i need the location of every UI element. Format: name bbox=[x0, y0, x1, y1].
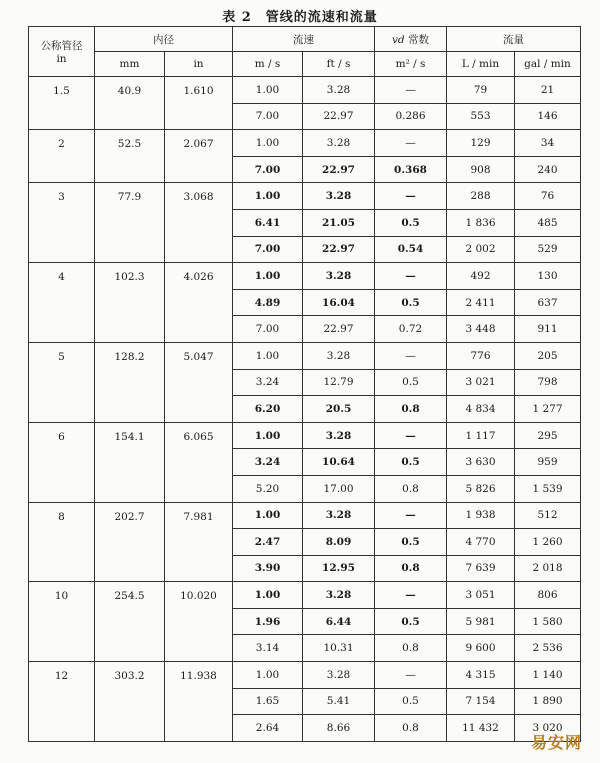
flow-lmin-cell: 4 770 bbox=[447, 529, 515, 556]
flow-lmin-cell: 5 826 bbox=[447, 475, 515, 502]
vd-constant-cell: — bbox=[375, 183, 447, 210]
vd-constant-cell: 0.5 bbox=[375, 688, 447, 715]
velocity-fts-cell: 22.97 bbox=[303, 316, 375, 343]
nominal-size-cell: 2 bbox=[29, 130, 95, 183]
flow-lmin-cell: 7 154 bbox=[447, 688, 515, 715]
velocity-fts-cell: 8.09 bbox=[303, 529, 375, 556]
vd-constant-cell: — bbox=[375, 263, 447, 290]
flow-galmin-cell: 240 bbox=[515, 156, 581, 183]
flow-lmin-cell: 79 bbox=[447, 77, 515, 104]
inner-mm-cell: 202.7 bbox=[95, 502, 165, 582]
inner-in-cell: 5.047 bbox=[165, 342, 233, 422]
flow-galmin-cell: 1 580 bbox=[515, 608, 581, 635]
velocity-fts-cell: 3.28 bbox=[303, 422, 375, 449]
table-row bbox=[29, 342, 581, 369]
flow-lmin-cell: 4 834 bbox=[447, 396, 515, 423]
velocity-ms-cell: 1.00 bbox=[233, 662, 303, 689]
flow-lmin-cell: 3 630 bbox=[447, 449, 515, 476]
vd-constant-cell: 0.5 bbox=[375, 209, 447, 236]
velocity-fts-cell: 3.28 bbox=[303, 502, 375, 529]
vd-constant-cell: — bbox=[375, 422, 447, 449]
velocity-fts-cell: 3.28 bbox=[303, 662, 375, 689]
velocity-ms-cell: 7.00 bbox=[233, 156, 303, 183]
flow-galmin-cell: 1 890 bbox=[515, 688, 581, 715]
table-body bbox=[29, 77, 581, 742]
header-inner-diameter: 内径 bbox=[95, 27, 233, 52]
velocity-fts-cell: 21.05 bbox=[303, 209, 375, 236]
velocity-fts-cell: 17.00 bbox=[303, 475, 375, 502]
flow-galmin-cell: 146 bbox=[515, 103, 581, 130]
nominal-size-cell: 10 bbox=[29, 582, 95, 662]
velocity-ms-cell: 1.00 bbox=[233, 582, 303, 609]
velocity-ms-cell: 3.24 bbox=[233, 369, 303, 396]
flow-galmin-cell: 205 bbox=[515, 342, 581, 369]
flow-galmin-cell: 130 bbox=[515, 263, 581, 290]
velocity-ms-cell: 3.90 bbox=[233, 555, 303, 582]
table-row bbox=[29, 422, 581, 449]
velocity-fts-cell: 3.28 bbox=[303, 342, 375, 369]
flow-galmin-cell: 21 bbox=[515, 77, 581, 104]
header-vd-unit: m² / s bbox=[375, 52, 447, 77]
header-vel-ms: m / s bbox=[233, 52, 303, 77]
velocity-ms-cell: 6.41 bbox=[233, 209, 303, 236]
flow-galmin-cell: 3 020 bbox=[515, 715, 581, 742]
vd-constant-cell: 0.8 bbox=[375, 715, 447, 742]
velocity-ms-cell: 1.96 bbox=[233, 608, 303, 635]
vd-constant-cell: 0.5 bbox=[375, 369, 447, 396]
flow-galmin-cell: 1 260 bbox=[515, 529, 581, 556]
flow-lmin-cell: 492 bbox=[447, 263, 515, 290]
flow-galmin-cell: 911 bbox=[515, 316, 581, 343]
header-vd-constant bbox=[375, 27, 447, 52]
vd-constant-cell: — bbox=[375, 77, 447, 104]
velocity-ms-cell: 5.20 bbox=[233, 475, 303, 502]
pipe-flow-table bbox=[28, 26, 581, 742]
velocity-fts-cell: 3.28 bbox=[303, 263, 375, 290]
flow-galmin-cell: 1 277 bbox=[515, 396, 581, 423]
vd-constant-cell: 0.72 bbox=[375, 316, 447, 343]
flow-lmin-cell: 1 836 bbox=[447, 209, 515, 236]
velocity-ms-cell: 2.64 bbox=[233, 715, 303, 742]
header-nominal-label: 公称管径 bbox=[40, 40, 83, 52]
velocity-ms-cell: 1.00 bbox=[233, 77, 303, 104]
flow-galmin-cell: 798 bbox=[515, 369, 581, 396]
nominal-size-cell: 6 bbox=[29, 422, 95, 502]
table-header bbox=[29, 27, 581, 77]
flow-lmin-cell: 908 bbox=[447, 156, 515, 183]
flow-lmin-cell: 553 bbox=[447, 103, 515, 130]
inner-in-cell: 10.020 bbox=[165, 582, 233, 662]
table-row bbox=[29, 77, 581, 104]
flow-lmin-cell: 9 600 bbox=[447, 635, 515, 662]
table-row bbox=[29, 130, 581, 157]
watermark-logo: 易安网 bbox=[530, 733, 582, 752]
header-velocity: 流速 bbox=[233, 27, 375, 52]
header-nominal-size bbox=[29, 27, 95, 77]
vd-constant-cell: 0.368 bbox=[375, 156, 447, 183]
inner-mm-cell: 40.9 bbox=[95, 77, 165, 130]
vd-constant-cell: — bbox=[375, 342, 447, 369]
flow-galmin-cell: 2 018 bbox=[515, 555, 581, 582]
flow-lmin-cell: 1 117 bbox=[447, 422, 515, 449]
nominal-size-cell: 1.5 bbox=[29, 77, 95, 130]
vd-constant-cell: — bbox=[375, 502, 447, 529]
flow-lmin-cell: 2 002 bbox=[447, 236, 515, 263]
velocity-fts-cell: 22.97 bbox=[303, 103, 375, 130]
velocity-ms-cell: 1.00 bbox=[233, 130, 303, 157]
flow-galmin-cell: 295 bbox=[515, 422, 581, 449]
velocity-ms-cell: 4.89 bbox=[233, 289, 303, 316]
velocity-fts-cell: 12.95 bbox=[303, 555, 375, 582]
velocity-ms-cell: 1.00 bbox=[233, 502, 303, 529]
velocity-ms-cell: 1.00 bbox=[233, 422, 303, 449]
vd-constant-cell: 0.5 bbox=[375, 289, 447, 316]
inner-in-cell: 4.026 bbox=[165, 263, 233, 343]
velocity-fts-cell: 10.64 bbox=[303, 449, 375, 476]
velocity-fts-cell: 5.41 bbox=[303, 688, 375, 715]
flow-lmin-cell: 11 432 bbox=[447, 715, 515, 742]
nominal-size-cell: 12 bbox=[29, 662, 95, 742]
velocity-fts-cell: 3.28 bbox=[303, 77, 375, 104]
velocity-ms-cell: 1.00 bbox=[233, 342, 303, 369]
inner-mm-cell: 254.5 bbox=[95, 582, 165, 662]
velocity-ms-cell: 1.00 bbox=[233, 183, 303, 210]
inner-mm-cell: 128.2 bbox=[95, 342, 165, 422]
velocity-fts-cell: 3.28 bbox=[303, 183, 375, 210]
flow-galmin-cell: 34 bbox=[515, 130, 581, 157]
velocity-ms-cell: 1.65 bbox=[233, 688, 303, 715]
velocity-ms-cell: 3.24 bbox=[233, 449, 303, 476]
inner-in-cell: 7.981 bbox=[165, 502, 233, 582]
nominal-size-cell: 5 bbox=[29, 342, 95, 422]
velocity-fts-cell: 6.44 bbox=[303, 608, 375, 635]
velocity-fts-cell: 22.97 bbox=[303, 156, 375, 183]
inner-mm-cell: 154.1 bbox=[95, 422, 165, 502]
flow-galmin-cell: 76 bbox=[515, 183, 581, 210]
nominal-size-cell: 4 bbox=[29, 263, 95, 343]
flow-lmin-cell: 5 981 bbox=[447, 608, 515, 635]
velocity-fts-cell: 10.31 bbox=[303, 635, 375, 662]
flow-lmin-cell: 776 bbox=[447, 342, 515, 369]
velocity-ms-cell: 1.00 bbox=[233, 263, 303, 290]
vd-constant-cell: 0.8 bbox=[375, 475, 447, 502]
velocity-fts-cell: 3.28 bbox=[303, 130, 375, 157]
inner-in-cell: 6.065 bbox=[165, 422, 233, 502]
vd-constant-cell: 0.8 bbox=[375, 396, 447, 423]
flow-lmin-cell: 4 315 bbox=[447, 662, 515, 689]
velocity-ms-cell: 2.47 bbox=[233, 529, 303, 556]
nominal-size-cell: 3 bbox=[29, 183, 95, 263]
vd-constant-cell: — bbox=[375, 662, 447, 689]
vd-constant-cell: 0.8 bbox=[375, 555, 447, 582]
flow-lmin-cell: 3 021 bbox=[447, 369, 515, 396]
vd-constant-cell: 0.286 bbox=[375, 103, 447, 130]
table-title: 表 2 管线的流速和流量 bbox=[222, 10, 378, 25]
flow-galmin-cell: 1 140 bbox=[515, 662, 581, 689]
header-nominal-unit: in bbox=[56, 53, 67, 65]
velocity-fts-cell: 3.28 bbox=[303, 582, 375, 609]
header-inner-mm: mm bbox=[95, 52, 165, 77]
vd-constant-cell: — bbox=[375, 582, 447, 609]
flow-lmin-cell: 1 938 bbox=[447, 502, 515, 529]
inner-in-cell: 2.067 bbox=[165, 130, 233, 183]
velocity-ms-cell: 3.14 bbox=[233, 635, 303, 662]
flow-galmin-cell: 485 bbox=[515, 209, 581, 236]
flow-lmin-cell: 3 448 bbox=[447, 316, 515, 343]
table-row bbox=[29, 183, 581, 210]
flow-galmin-cell: 806 bbox=[515, 582, 581, 609]
vd-constant-cell: 0.5 bbox=[375, 608, 447, 635]
flow-galmin-cell: 1 539 bbox=[515, 475, 581, 502]
velocity-fts-cell: 16.04 bbox=[303, 289, 375, 316]
inner-mm-cell: 77.9 bbox=[95, 183, 165, 263]
velocity-ms-cell: 7.00 bbox=[233, 236, 303, 263]
vd-constant-cell: 0.5 bbox=[375, 529, 447, 556]
velocity-ms-cell: 7.00 bbox=[233, 103, 303, 130]
vd-constant-cell: 0.5 bbox=[375, 449, 447, 476]
flow-galmin-cell: 637 bbox=[515, 289, 581, 316]
header-flow-galmin: gal / min bbox=[515, 52, 581, 77]
velocity-fts-cell: 20.5 bbox=[303, 396, 375, 423]
header-vd-label: 常数 bbox=[404, 33, 429, 46]
flow-lmin-cell: 288 bbox=[447, 183, 515, 210]
flow-lmin-cell: 3 051 bbox=[447, 582, 515, 609]
table-row bbox=[29, 263, 581, 290]
inner-mm-cell: 102.3 bbox=[95, 263, 165, 343]
vd-constant-cell: — bbox=[375, 130, 447, 157]
inner-in-cell: 11.938 bbox=[165, 662, 233, 742]
flow-galmin-cell: 959 bbox=[515, 449, 581, 476]
header-flow: 流量 bbox=[447, 27, 581, 52]
table-row bbox=[29, 582, 581, 609]
flow-galmin-cell: 2 536 bbox=[515, 635, 581, 662]
flow-galmin-cell: 529 bbox=[515, 236, 581, 263]
flow-lmin-cell: 2 411 bbox=[447, 289, 515, 316]
velocity-fts-cell: 8.66 bbox=[303, 715, 375, 742]
velocity-fts-cell: 12.79 bbox=[303, 369, 375, 396]
flow-lmin-cell: 7 639 bbox=[447, 555, 515, 582]
inner-in-cell: 3.068 bbox=[165, 183, 233, 263]
vd-constant-cell: 0.8 bbox=[375, 635, 447, 662]
inner-mm-cell: 52.5 bbox=[95, 130, 165, 183]
inner-mm-cell: 303.2 bbox=[95, 662, 165, 742]
nominal-size-cell: 8 bbox=[29, 502, 95, 582]
flow-lmin-cell: 129 bbox=[447, 130, 515, 157]
velocity-fts-cell: 22.97 bbox=[303, 236, 375, 263]
flow-galmin-cell: 512 bbox=[515, 502, 581, 529]
header-vd-symbol: vd bbox=[392, 33, 405, 46]
table-row bbox=[29, 502, 581, 529]
table-row bbox=[29, 662, 581, 689]
header-inner-in: in bbox=[165, 52, 233, 77]
inner-in-cell: 1.610 bbox=[165, 77, 233, 130]
velocity-ms-cell: 7.00 bbox=[233, 316, 303, 343]
vd-constant-cell: 0.54 bbox=[375, 236, 447, 263]
velocity-ms-cell: 6.20 bbox=[233, 396, 303, 423]
header-flow-lmin: L / min bbox=[447, 52, 515, 77]
header-vel-fts: ft / s bbox=[303, 52, 375, 77]
